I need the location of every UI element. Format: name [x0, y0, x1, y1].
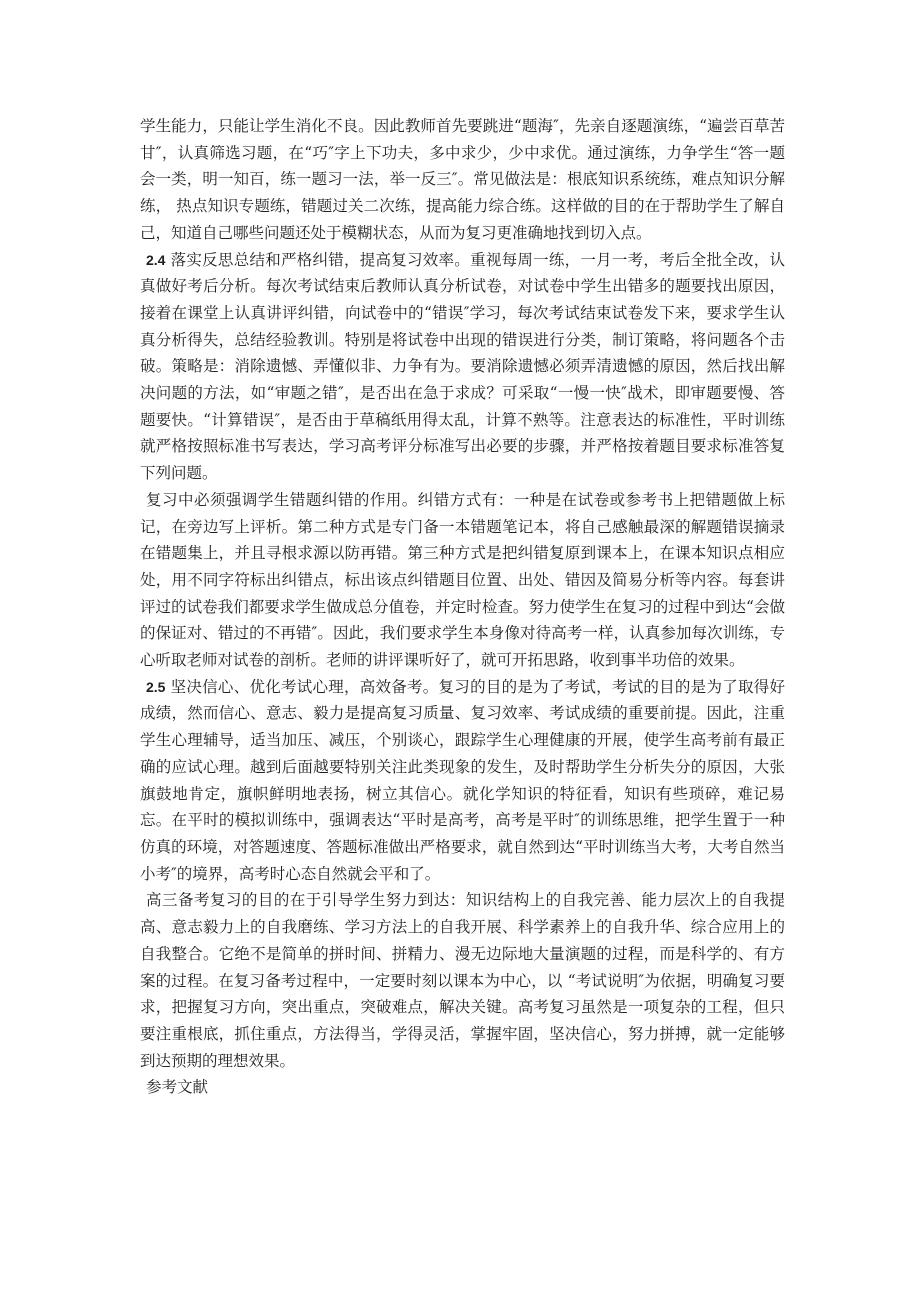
references-heading: 参考文献: [146, 1078, 209, 1097]
paragraph-3: [140, 487, 785, 674]
paragraph-text: 学生能力，只能让学生消化不良。因此教师首先要跳进“题海″，先亲自逐题演练，“遍尝百草苦甘″，认真筛选习题，在“巧″字上下功夫，多中求少，少中求优。通过演练，力争学生“答一题会一类，明一知百，练一题习一法，举一反三″。常见做法是：根底知识系统练，难点知识分解练， 热点知识专题练，错题过关二次练，提高能力综合练。这样做的目的在于帮助学生了解自己，知道自己哪些问题还处于模糊状态，从而为复习更准确地找到切入点。: [140, 117, 785, 242]
paragraph-text: 高三备考复习的目的在于引导学生努力到达：知识结构上的自我完善、能力层次上的自我提高、意志毅力上的自我磨练、学习方法上的自我开展、科学素养上的自我升华、综合应用上的自我整合。它绝不是简单的拼时间、拼精力、漫无边际地大量演题的过程，而是科学的、有方案的过程。在复习备考过程中，一定要时刻以课本为中心，以 “考试说明″为依据，明确复习要求，把握复习方向，突出重点，突破难点，解决关键。高考复习虽然是一项复杂的工程，但只要注重根底，抓住重点，方法得当，学得灵活，掌握牢固，坚决信心，努力拼搏，就一定能够到达预期的理想效果。: [140, 891, 785, 1070]
paragraph-text: 坚决信心、优化考试心理，高效备考。复习的目的是为了考试，考试的目的是为了取得好成绩，然而信心、意志、毅力是提高复习质量、复习效率、考试成绩的重要前提。因此，注重学生心理辅导，适当加压、减压，个别谈心，跟踪学生心理健康的开展，使学生高考前有最正确的应试心理。越到后面越要特别关注此类现象的发生，及时帮助学生分析失分的原因，大张旗鼓地肯定，旗帜鲜明地表扬，树立其信心。就化学知识的特征看，知识有些琐碎，难记易忘。在平时的模拟训练中，强调表达“平时是高考，高考是平时″的训练思维，把学生置于一种仿真的环境，对答题速度、答题标准做出严格要求，就自然到达“平时训练当大考，大考自然当小考″的境界，高考时心态自然就会平和了。: [140, 677, 785, 883]
paragraph-text: 落实反思总结和严格纠错，提高复习效率。重视每周一练，一月一考，考后全批全改，认真做好考后分析。每次考试结束后教师认真分析试卷，对试卷中学生出错多的题要找出原因，接着在课堂上认真讲评纠错，向试卷中的“错误″学习，每次考试结束试卷发下来，要求学生认真分析得失，总结经验教训。特别是将试卷中出现的错误进行分类，制订策略，将问题各个击破。策略是：消除遗憾、弄懂似非、力争有为。要消除遗憾必须弄清遗憾的原因，然后找出解决问题的方法，如“审题之错″，是否出在急于求成？可采取“一慢一快″战术，即审题要慢、答题要快。“计算错误″，是否由于草稿纸用得太乱，计算不熟等。注意表达的标准性，平时训练就严格按照标准书写表达，学习高考评分标准写出必要的步骤，并严格按着题目要求标准答复下列问题。: [140, 250, 785, 483]
paragraph-1: [140, 113, 785, 247]
section-number: 2.4: [146, 251, 166, 268]
section-number: 2.5: [146, 678, 166, 695]
document-page: [140, 113, 785, 1101]
paragraph-section-2-5: [140, 674, 785, 888]
paragraph-text: 复习中必须强调学生错题纠错的作用。纠错方式有：一种是在试卷或参考书上把错题做上标记，在旁边写上评析。第二种方式是专门备一本错题笔记本，将自己感触最深的解题错误摘录在错题集上，并且寻根求源以防再错。第三种方式是把纠错复原到课本上，在课本知识点相应处，用不同字符标出纠错点，标出该点纠错题目位置、出处、错因及简易分析等内容。每套讲评过的试卷我们都要求学生做成总分值卷，并定时检查。努力使学生在复习的过程中到达“会做的保证对、错过的不再错″。因此，我们要求学生本身像对待高考一样，认真参加每次训练，专心听取老师对试卷的剖析。老师的讲评课听好了，就可开拓思路，收到事半功倍的效果。: [140, 490, 785, 670]
paragraph-5: [140, 887, 785, 1074]
paragraph-section-2-4: [140, 247, 785, 487]
